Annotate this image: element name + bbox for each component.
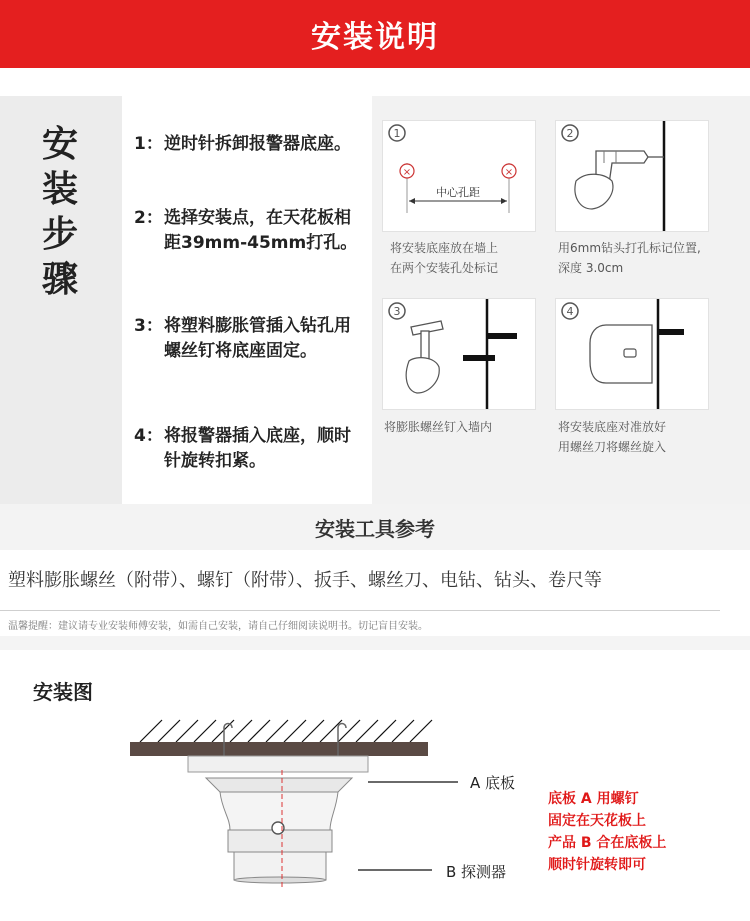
svg-text:4: 4	[566, 305, 574, 318]
svg-text:×: ×	[504, 167, 514, 178]
step-number: 4：	[134, 426, 163, 446]
steps-text-column	[122, 96, 372, 504]
mark-holes-illustration	[383, 121, 535, 231]
installation-note: 底板 A 用螺钉 固定在天花板上 产品 B 合在底板上 顺时针旋转即可	[548, 791, 667, 873]
label-detector: B 探测器	[446, 863, 507, 881]
steps-vertical-title	[38, 122, 82, 302]
svg-text:2: 2	[566, 127, 574, 140]
title-char: 装	[41, 169, 78, 210]
title-char: 安	[41, 124, 78, 165]
step-number: 3：	[134, 316, 163, 336]
drill-illustration	[556, 121, 708, 231]
step-4	[134, 424, 364, 474]
divider	[0, 610, 720, 611]
step-1	[134, 132, 364, 157]
tools-title-bar	[0, 504, 750, 550]
step-panel-4	[555, 298, 709, 410]
page-title: 安装说明	[311, 20, 439, 55]
step-panel-3	[382, 298, 536, 410]
step-text: 将塑料膨胀管插入钻孔用螺丝钉将底座固定。	[164, 316, 351, 361]
step-panel-2	[555, 120, 709, 232]
install-tip: 温馨提醒：建议请专业安装师傅安装，如需自己安装，请自己仔细阅读说明书。切记盲目安装。	[8, 621, 428, 632]
section-separator	[0, 636, 750, 650]
step-3	[134, 314, 364, 364]
panel-3-caption: 将膨胀螺丝钉入墙内	[384, 420, 493, 434]
diagram-title: 安装图	[33, 680, 93, 704]
detector-top-rim	[206, 778, 352, 792]
panel-1-caption: 将安装底座放在墙上 在两个安装孔处标记	[390, 241, 499, 275]
tools-title: 安装工具参考	[315, 516, 435, 541]
panel-4-caption: 将安装底座对准放好 用螺丝刀将螺丝旋入	[558, 420, 667, 454]
panel-2-caption: 用6mm钻头打孔标记位置, 深度 3.0cm	[558, 241, 701, 275]
step-text: 逆时针拆卸报警器底座。	[164, 134, 351, 154]
ceiling-hatching	[140, 720, 432, 742]
steps-title-column	[0, 96, 122, 504]
install-steps-section	[0, 96, 750, 504]
ceiling-slab	[130, 742, 428, 756]
title-char: 步	[41, 214, 78, 255]
label-base-plate: A 底板	[470, 774, 516, 792]
svg-text:3: 3	[393, 305, 401, 318]
step-number: 2：	[134, 208, 163, 228]
header-banner	[0, 0, 750, 68]
svg-text:×: ×	[402, 167, 412, 178]
step-text: 选择安装点，在天花板相距39mm-45mm打孔。	[164, 208, 358, 253]
detector-lower-body	[234, 852, 326, 880]
step-panel-1	[382, 120, 536, 232]
step-text: 将报警器插入底座，顺时针旋转扣紧。	[164, 426, 351, 471]
step-2	[134, 206, 364, 256]
svg-text:中心孔距: 中心孔距	[436, 186, 480, 199]
svg-text:1: 1	[393, 127, 401, 140]
step-number: 1：	[134, 134, 163, 154]
title-char: 骤	[41, 259, 78, 300]
screw-base-illustration	[556, 299, 708, 409]
hammer-illustration	[383, 299, 535, 409]
base-plate	[188, 756, 368, 772]
tools-list: 塑料膨胀螺丝（附带）、螺钉（附带）、扳手、螺丝刀、电钻、钻头、卷尺等	[8, 570, 602, 591]
